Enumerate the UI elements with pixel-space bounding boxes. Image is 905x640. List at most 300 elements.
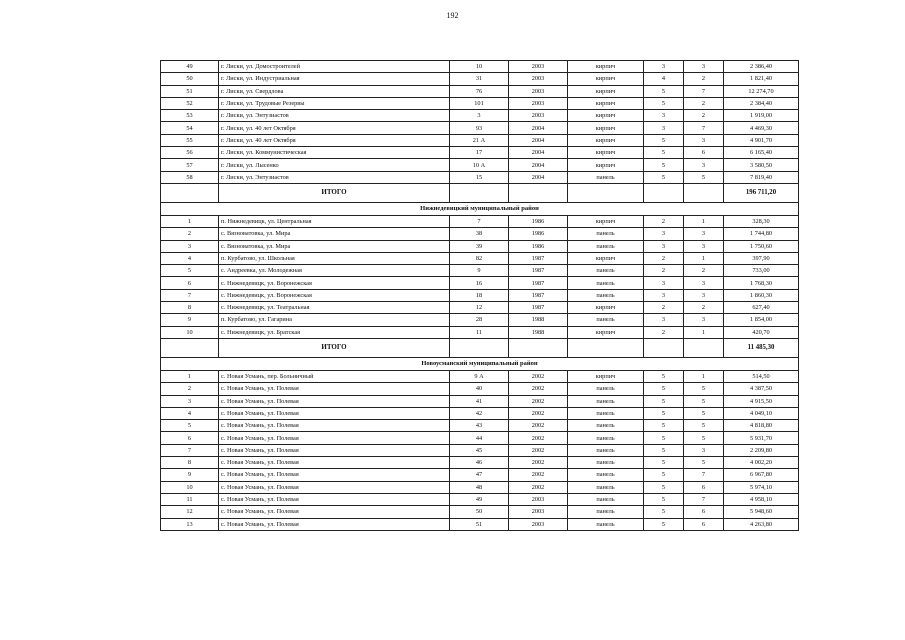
- total-label: ИТОГО: [219, 183, 450, 202]
- floors-cell: 5: [644, 370, 684, 382]
- total-empty-cell: [450, 183, 509, 202]
- floors-cell: 4: [644, 73, 684, 85]
- table-row: [161, 383, 799, 395]
- material-cell: кирпич: [568, 215, 644, 227]
- floors-cell: 5: [644, 481, 684, 493]
- floors-cell: 2: [644, 265, 684, 277]
- house-number-cell: 48: [450, 481, 509, 493]
- row-number: 6: [161, 432, 219, 444]
- area-cell: 514,50: [724, 370, 799, 382]
- address-cell: с. Новая Усмань, ул. Полевая: [219, 469, 450, 481]
- year-cell: 2002: [509, 444, 568, 456]
- address-cell: с. Новая Усмань, ул. Полевая: [219, 432, 450, 444]
- address-cell: с. Нижнедевицк, ул. Воронежская: [219, 289, 450, 301]
- material-cell: панель: [568, 277, 644, 289]
- address-cell: с. Вязноватовка, ул. Мира: [219, 228, 450, 240]
- row-number: 2: [161, 228, 219, 240]
- area-cell: 2 386,40: [724, 61, 799, 73]
- floors-cell: 5: [644, 506, 684, 518]
- house-number-cell: 93: [450, 122, 509, 134]
- address-cell: с. Вязноватовка, ул. Мира: [219, 240, 450, 252]
- address-cell: г. Лиски, ул. Трудовые Резервы: [219, 97, 450, 109]
- area-cell: 2 384,40: [724, 97, 799, 109]
- address-cell: с. Нижнедевицк, ул. Братская: [219, 326, 450, 338]
- entrances-cell: 5: [684, 171, 724, 183]
- total-empty-cell: [644, 183, 684, 202]
- total-empty-cell: [568, 183, 644, 202]
- material-cell: кирпич: [568, 97, 644, 109]
- floors-cell: 5: [644, 518, 684, 530]
- table-row: [161, 134, 799, 146]
- floors-cell: 3: [644, 110, 684, 122]
- address-cell: с. Новая Усмань, ул. Полевая: [219, 506, 450, 518]
- house-number-cell: 10 А: [450, 159, 509, 171]
- row-number: 53: [161, 110, 219, 122]
- address-cell: с. Андреевка, ул. Молодежная: [219, 265, 450, 277]
- material-cell: панель: [568, 228, 644, 240]
- year-cell: 2002: [509, 457, 568, 469]
- table-row: [161, 506, 799, 518]
- material-cell: кирпич: [568, 159, 644, 171]
- material-cell: панель: [568, 289, 644, 301]
- entrances-cell: 5: [684, 432, 724, 444]
- area-cell: 4 049,10: [724, 407, 799, 419]
- table-row: [161, 97, 799, 109]
- house-number-cell: 11: [450, 326, 509, 338]
- total-label: ИТОГО: [219, 338, 450, 357]
- material-cell: панель: [568, 407, 644, 419]
- table-row: [161, 277, 799, 289]
- house-number-cell: 9 А: [450, 370, 509, 382]
- entrances-cell: 3: [684, 289, 724, 301]
- year-cell: 2002: [509, 469, 568, 481]
- row-number: 58: [161, 171, 219, 183]
- material-cell: панель: [568, 383, 644, 395]
- district-header-row: [161, 202, 799, 215]
- year-cell: 1988: [509, 326, 568, 338]
- material-cell: панель: [568, 469, 644, 481]
- house-number-cell: 17: [450, 147, 509, 159]
- area-cell: 5 931,70: [724, 432, 799, 444]
- table-row: [161, 481, 799, 493]
- floors-cell: 5: [644, 134, 684, 146]
- row-number: 1: [161, 215, 219, 227]
- year-cell: 1987: [509, 302, 568, 314]
- house-number-cell: 12: [450, 302, 509, 314]
- address-cell: с. Нижнедевицк, ул. Театральная: [219, 302, 450, 314]
- entrances-cell: 3: [684, 134, 724, 146]
- material-cell: панель: [568, 457, 644, 469]
- row-number: 54: [161, 122, 219, 134]
- house-number-cell: 28: [450, 314, 509, 326]
- area-cell: 6 165,40: [724, 147, 799, 159]
- address-cell: с. Новая Усмань, пер. Больничный: [219, 370, 450, 382]
- house-number-cell: 45: [450, 444, 509, 456]
- row-number: 13: [161, 518, 219, 530]
- house-number-cell: 44: [450, 432, 509, 444]
- area-cell: 4 387,50: [724, 383, 799, 395]
- material-cell: кирпич: [568, 134, 644, 146]
- address-cell: п. Курбатово, ул. Гагарина: [219, 314, 450, 326]
- table-row: [161, 469, 799, 481]
- house-number-cell: 43: [450, 420, 509, 432]
- total-empty-cell: [568, 338, 644, 357]
- area-cell: 6 967,80: [724, 469, 799, 481]
- entrances-cell: 1: [684, 215, 724, 227]
- area-cell: 1 821,40: [724, 73, 799, 85]
- row-number: 7: [161, 289, 219, 301]
- table-row: [161, 289, 799, 301]
- address-cell: с. Новая Усмань, ул. Полевая: [219, 457, 450, 469]
- year-cell: 2003: [509, 73, 568, 85]
- house-number-cell: 42: [450, 407, 509, 419]
- row-number: 2: [161, 383, 219, 395]
- address-cell: с. Новая Усмань, ул. Полевая: [219, 493, 450, 505]
- year-cell: 2004: [509, 147, 568, 159]
- area-cell: 1 854,00: [724, 314, 799, 326]
- area-cell: 627,40: [724, 302, 799, 314]
- entrances-cell: 7: [684, 469, 724, 481]
- entrances-cell: 6: [684, 506, 724, 518]
- row-number: 11: [161, 493, 219, 505]
- entrances-cell: 3: [684, 61, 724, 73]
- address-cell: с. Новая Усмань, ул. Полевая: [219, 481, 450, 493]
- area-cell: 12 274,70: [724, 85, 799, 97]
- house-number-cell: 21 А: [450, 134, 509, 146]
- material-cell: кирпич: [568, 85, 644, 97]
- entrances-cell: 6: [684, 481, 724, 493]
- table-row: [161, 215, 799, 227]
- entrances-cell: 1: [684, 370, 724, 382]
- total-row: [161, 183, 799, 202]
- district-header-row: [161, 357, 799, 370]
- table-row: [161, 457, 799, 469]
- row-number: 12: [161, 506, 219, 518]
- entrances-cell: 2: [684, 97, 724, 109]
- address-cell: г. Лиски, ул. Коммунистическая: [219, 147, 450, 159]
- area-cell: 4 958,10: [724, 493, 799, 505]
- address-cell: г. Лиски, ул. 40 лет Октября: [219, 134, 450, 146]
- year-cell: 2002: [509, 420, 568, 432]
- year-cell: 1987: [509, 265, 568, 277]
- entrances-cell: 5: [684, 457, 724, 469]
- area-cell: 2 209,80: [724, 444, 799, 456]
- total-value: 11 485,30: [724, 338, 799, 357]
- area-cell: 733,00: [724, 265, 799, 277]
- area-cell: 4 915,50: [724, 395, 799, 407]
- house-number-cell: 49: [450, 493, 509, 505]
- table-row: [161, 444, 799, 456]
- table-row: [161, 240, 799, 252]
- entrances-cell: 5: [684, 395, 724, 407]
- area-cell: 1 750,60: [724, 240, 799, 252]
- row-number: 4: [161, 252, 219, 264]
- area-cell: 4 263,80: [724, 518, 799, 530]
- address-cell: с. Новая Усмань, ул. Полевая: [219, 444, 450, 456]
- table-row: [161, 122, 799, 134]
- row-number: 55: [161, 134, 219, 146]
- area-cell: 5 948,60: [724, 506, 799, 518]
- row-number: 5: [161, 420, 219, 432]
- area-cell: 328,30: [724, 215, 799, 227]
- address-cell: с. Новая Усмань, ул. Полевая: [219, 407, 450, 419]
- house-number-cell: 38: [450, 228, 509, 240]
- table-row: [161, 370, 799, 382]
- address-cell: г. Лиски, ул. Свердлова: [219, 85, 450, 97]
- floors-cell: 5: [644, 97, 684, 109]
- address-cell: п. Нижнедевицк, ул. Центральная: [219, 215, 450, 227]
- floors-cell: 5: [644, 159, 684, 171]
- house-number-cell: 31: [450, 73, 509, 85]
- material-cell: панель: [568, 506, 644, 518]
- house-number-cell: 7: [450, 215, 509, 227]
- address-cell: с. Новая Усмань, ул. Полевая: [219, 518, 450, 530]
- floors-cell: 5: [644, 407, 684, 419]
- year-cell: 2002: [509, 432, 568, 444]
- house-number-cell: 47: [450, 469, 509, 481]
- table-row: [161, 61, 799, 73]
- floors-cell: 3: [644, 314, 684, 326]
- material-cell: кирпич: [568, 147, 644, 159]
- row-number: 57: [161, 159, 219, 171]
- address-cell: г. Лиски, ул. Лысенко: [219, 159, 450, 171]
- year-cell: 2002: [509, 407, 568, 419]
- total-empty-cell: [161, 183, 219, 202]
- row-number: 52: [161, 97, 219, 109]
- material-cell: кирпич: [568, 122, 644, 134]
- table-row: [161, 518, 799, 530]
- address-cell: п. Курбатово, ул. Школьная: [219, 252, 450, 264]
- year-cell: 2002: [509, 481, 568, 493]
- material-cell: панель: [568, 432, 644, 444]
- entrances-cell: 7: [684, 493, 724, 505]
- year-cell: 1987: [509, 252, 568, 264]
- entrances-cell: 3: [684, 228, 724, 240]
- table-row: [161, 302, 799, 314]
- material-cell: кирпич: [568, 302, 644, 314]
- area-cell: 4 901,70: [724, 134, 799, 146]
- row-number: 50: [161, 73, 219, 85]
- floors-cell: 3: [644, 122, 684, 134]
- entrances-cell: 7: [684, 85, 724, 97]
- table-row: [161, 265, 799, 277]
- table-row: [161, 407, 799, 419]
- house-number-cell: 51: [450, 518, 509, 530]
- material-cell: панель: [568, 420, 644, 432]
- year-cell: 1987: [509, 289, 568, 301]
- total-empty-cell: [450, 338, 509, 357]
- entrances-cell: 3: [684, 277, 724, 289]
- house-number-cell: 46: [450, 457, 509, 469]
- floors-cell: 5: [644, 444, 684, 456]
- house-number-cell: 41: [450, 395, 509, 407]
- house-number-cell: 9: [450, 265, 509, 277]
- address-cell: г. Лиски, ул. Энтузиастов: [219, 110, 450, 122]
- floors-cell: 3: [644, 289, 684, 301]
- year-cell: 1987: [509, 277, 568, 289]
- house-number-cell: 40: [450, 383, 509, 395]
- material-cell: кирпич: [568, 61, 644, 73]
- year-cell: 2004: [509, 134, 568, 146]
- house-number-cell: 16: [450, 277, 509, 289]
- year-cell: 2003: [509, 506, 568, 518]
- row-number: 3: [161, 395, 219, 407]
- material-cell: кирпич: [568, 252, 644, 264]
- material-cell: панель: [568, 240, 644, 252]
- district-title: Новоусманский муниципальный район: [161, 357, 799, 370]
- row-number: 9: [161, 469, 219, 481]
- floors-cell: 5: [644, 469, 684, 481]
- table-row: [161, 110, 799, 122]
- entrances-cell: 7: [684, 122, 724, 134]
- total-value: 196 711,20: [724, 183, 799, 202]
- entrances-cell: 1: [684, 326, 724, 338]
- material-cell: панель: [568, 265, 644, 277]
- table-row: [161, 432, 799, 444]
- entrances-cell: 2: [684, 302, 724, 314]
- area-cell: 397,90: [724, 252, 799, 264]
- house-number-cell: 10: [450, 61, 509, 73]
- year-cell: 1986: [509, 215, 568, 227]
- table-row: [161, 171, 799, 183]
- table-row: [161, 493, 799, 505]
- area-cell: 4 002,20: [724, 457, 799, 469]
- material-cell: панель: [568, 314, 644, 326]
- area-cell: 1 744,80: [724, 228, 799, 240]
- housing-register-table: [160, 60, 799, 531]
- floors-cell: 3: [644, 228, 684, 240]
- floors-cell: 2: [644, 302, 684, 314]
- entrances-cell: 5: [684, 420, 724, 432]
- material-cell: кирпич: [568, 110, 644, 122]
- table-row: [161, 147, 799, 159]
- floors-cell: 3: [644, 277, 684, 289]
- row-number: 51: [161, 85, 219, 97]
- entrances-cell: 3: [684, 240, 724, 252]
- table-row: [161, 395, 799, 407]
- floors-cell: 5: [644, 85, 684, 97]
- area-cell: 5 974,10: [724, 481, 799, 493]
- entrances-cell: 5: [684, 407, 724, 419]
- year-cell: 2004: [509, 171, 568, 183]
- area-cell: 1 919,00: [724, 110, 799, 122]
- address-cell: с. Нижнедевицк, ул. Воронежская: [219, 277, 450, 289]
- table-row: [161, 159, 799, 171]
- year-cell: 2003: [509, 97, 568, 109]
- house-number-cell: 3: [450, 110, 509, 122]
- address-cell: с. Новая Усмань, ул. Полевая: [219, 395, 450, 407]
- page-number: 192: [446, 11, 459, 20]
- floors-cell: 5: [644, 493, 684, 505]
- row-number: 6: [161, 277, 219, 289]
- row-number: 7: [161, 444, 219, 456]
- house-number-cell: 50: [450, 506, 509, 518]
- table-row: [161, 314, 799, 326]
- address-cell: с. Новая Усмань, ул. Полевая: [219, 420, 450, 432]
- material-cell: панель: [568, 444, 644, 456]
- entrances-cell: 2: [684, 265, 724, 277]
- row-number: 10: [161, 326, 219, 338]
- house-number-cell: 15: [450, 171, 509, 183]
- entrances-cell: 6: [684, 147, 724, 159]
- year-cell: 2002: [509, 395, 568, 407]
- row-number: 8: [161, 302, 219, 314]
- floors-cell: 5: [644, 457, 684, 469]
- house-number-cell: 39: [450, 240, 509, 252]
- year-cell: 2004: [509, 159, 568, 171]
- floors-cell: 5: [644, 432, 684, 444]
- address-cell: г. Лиски, ул. Энтузиастов: [219, 171, 450, 183]
- row-number: 8: [161, 457, 219, 469]
- entrances-cell: 6: [684, 518, 724, 530]
- floors-cell: 5: [644, 171, 684, 183]
- floors-cell: 2: [644, 252, 684, 264]
- address-cell: г. Лиски, ул. Домостроителей: [219, 61, 450, 73]
- year-cell: 1986: [509, 228, 568, 240]
- floors-cell: 5: [644, 420, 684, 432]
- year-cell: 2004: [509, 122, 568, 134]
- material-cell: панель: [568, 171, 644, 183]
- row-number: 10: [161, 481, 219, 493]
- table-body: [161, 61, 799, 531]
- floors-cell: 5: [644, 383, 684, 395]
- house-number-cell: 18: [450, 289, 509, 301]
- row-number: 56: [161, 147, 219, 159]
- area-cell: 3 580,50: [724, 159, 799, 171]
- material-cell: кирпич: [568, 326, 644, 338]
- total-empty-cell: [509, 338, 568, 357]
- floors-cell: 3: [644, 61, 684, 73]
- material-cell: панель: [568, 493, 644, 505]
- total-empty-cell: [684, 183, 724, 202]
- material-cell: кирпич: [568, 73, 644, 85]
- row-number: 1: [161, 370, 219, 382]
- year-cell: 2003: [509, 61, 568, 73]
- floors-cell: 5: [644, 147, 684, 159]
- table-row: [161, 228, 799, 240]
- entrances-cell: 1: [684, 252, 724, 264]
- entrances-cell: 3: [684, 159, 724, 171]
- material-cell: панель: [568, 395, 644, 407]
- year-cell: 2003: [509, 493, 568, 505]
- year-cell: 2002: [509, 383, 568, 395]
- address-cell: г. Лиски, ул. Индустриальная: [219, 73, 450, 85]
- table-row: [161, 326, 799, 338]
- entrances-cell: 5: [684, 383, 724, 395]
- table-row: [161, 252, 799, 264]
- row-number: 5: [161, 265, 219, 277]
- area-cell: 1 768,30: [724, 277, 799, 289]
- material-cell: кирпич: [568, 370, 644, 382]
- total-empty-cell: [644, 338, 684, 357]
- material-cell: панель: [568, 481, 644, 493]
- table-row: [161, 73, 799, 85]
- total-empty-cell: [161, 338, 219, 357]
- area-cell: 4 469,30: [724, 122, 799, 134]
- house-number-cell: 82: [450, 252, 509, 264]
- district-title: Нижнедевицкий муниципальный район: [161, 202, 799, 215]
- area-cell: 4 818,80: [724, 420, 799, 432]
- year-cell: 1988: [509, 314, 568, 326]
- row-number: 4: [161, 407, 219, 419]
- material-cell: панель: [568, 518, 644, 530]
- floors-cell: 2: [644, 326, 684, 338]
- total-row: [161, 338, 799, 357]
- table-row: [161, 85, 799, 97]
- row-number: 9: [161, 314, 219, 326]
- total-empty-cell: [684, 338, 724, 357]
- year-cell: 2003: [509, 518, 568, 530]
